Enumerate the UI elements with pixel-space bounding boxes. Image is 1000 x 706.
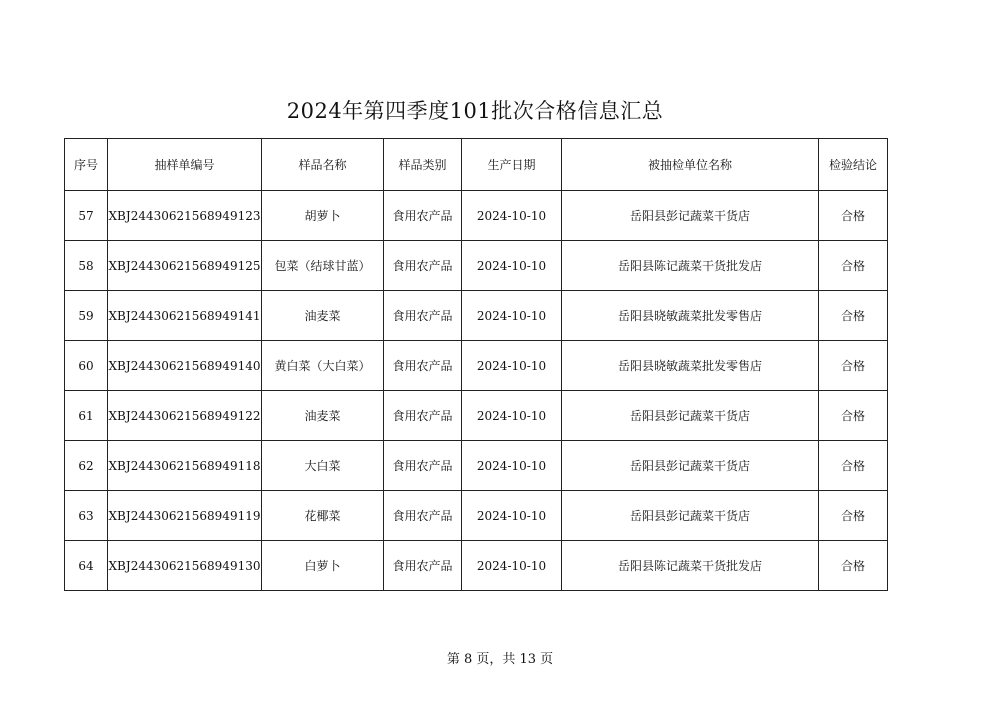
cell-conclusion: 合格: [819, 391, 888, 441]
cell-sample-name: 黄白菜（大白菜）: [262, 341, 384, 391]
table-row: [65, 441, 888, 491]
cell-sample-id: XBJ24430621568949140: [108, 341, 262, 391]
table-header-row: [65, 139, 888, 191]
cell-production-date: 2024-10-10: [462, 291, 562, 341]
header-serial-no: 序号: [65, 139, 108, 191]
table-row: [65, 241, 888, 291]
header-sample-name: 样品名称: [262, 139, 384, 191]
cell-sample-category: 食用农产品: [384, 291, 462, 341]
cell-sample-name: 油麦菜: [262, 291, 384, 341]
table-row: [65, 541, 888, 591]
cell-serial-no: 57: [65, 191, 108, 241]
cell-sample-id: XBJ24430621568949122: [108, 391, 262, 441]
page-title: 2024年第四季度101批次合格信息汇总: [286, 99, 664, 123]
header-conclusion: 检验结论: [819, 139, 888, 191]
cell-sample-id: XBJ24430621568949123: [108, 191, 262, 241]
cell-conclusion: 合格: [819, 541, 888, 591]
table-row: [65, 341, 888, 391]
header-inspected-unit: 被抽检单位名称: [562, 139, 819, 191]
cell-sample-name: 花椰菜: [262, 491, 384, 541]
cell-sample-id: XBJ24430621568949130: [108, 541, 262, 591]
cell-sample-id: XBJ24430621568949125: [108, 241, 262, 291]
cell-sample-id: XBJ24430621568949141: [108, 291, 262, 341]
cell-production-date: 2024-10-10: [462, 191, 562, 241]
cell-production-date: 2024-10-10: [462, 441, 562, 491]
cell-sample-category: 食用农产品: [384, 191, 462, 241]
cell-serial-no: 60: [65, 341, 108, 391]
table-row: [65, 291, 888, 341]
cell-inspected-unit: 岳阳县晓敏蔬菜批发零售店: [562, 341, 819, 391]
cell-conclusion: 合格: [819, 291, 888, 341]
results-table: [64, 138, 888, 591]
cell-inspected-unit: 岳阳县彭记蔬菜干货店: [562, 191, 819, 241]
cell-sample-category: 食用农产品: [384, 491, 462, 541]
table-row: [65, 491, 888, 541]
header-sample-category: 样品类别: [384, 139, 462, 191]
cell-conclusion: 合格: [819, 491, 888, 541]
cell-inspected-unit: 岳阳县陈记蔬菜干货批发店: [562, 541, 819, 591]
cell-sample-id: XBJ24430621568949118: [108, 441, 262, 491]
table-row: [65, 391, 888, 441]
cell-inspected-unit: 岳阳县彭记蔬菜干货店: [562, 391, 819, 441]
cell-sample-category: 食用农产品: [384, 241, 462, 291]
cell-production-date: 2024-10-10: [462, 491, 562, 541]
cell-inspected-unit: 岳阳县彭记蔬菜干货店: [562, 441, 819, 491]
cell-sample-name: 白萝卜: [262, 541, 384, 591]
header-sample-id: 抽样单编号: [108, 139, 262, 191]
cell-serial-no: 62: [65, 441, 108, 491]
cell-sample-category: 食用农产品: [384, 341, 462, 391]
cell-inspected-unit: 岳阳县陈记蔬菜干货批发店: [562, 241, 819, 291]
cell-production-date: 2024-10-10: [462, 241, 562, 291]
cell-inspected-unit: 岳阳县彭记蔬菜干货店: [562, 491, 819, 541]
cell-serial-no: 59: [65, 291, 108, 341]
cell-sample-name: 油麦菜: [262, 391, 384, 441]
cell-serial-no: 64: [65, 541, 108, 591]
cell-sample-category: 食用农产品: [384, 391, 462, 441]
cell-sample-id: XBJ24430621568949119: [108, 491, 262, 541]
cell-conclusion: 合格: [819, 441, 888, 491]
cell-sample-category: 食用农产品: [384, 441, 462, 491]
cell-serial-no: 61: [65, 391, 108, 441]
page-number-footer: 第 8 页，共 13 页: [446, 652, 554, 667]
table-row: [65, 191, 888, 241]
cell-conclusion: 合格: [819, 341, 888, 391]
cell-sample-name: 大白菜: [262, 441, 384, 491]
cell-sample-name: 包菜（结球甘蓝）: [262, 241, 384, 291]
cell-production-date: 2024-10-10: [462, 541, 562, 591]
cell-conclusion: 合格: [819, 241, 888, 291]
cell-serial-no: 58: [65, 241, 108, 291]
cell-sample-category: 食用农产品: [384, 541, 462, 591]
cell-inspected-unit: 岳阳县晓敏蔬菜批发零售店: [562, 291, 819, 341]
cell-sample-name: 胡萝卜: [262, 191, 384, 241]
cell-conclusion: 合格: [819, 191, 888, 241]
cell-serial-no: 63: [65, 491, 108, 541]
header-production-date: 生产日期: [462, 139, 562, 191]
cell-production-date: 2024-10-10: [462, 341, 562, 391]
cell-production-date: 2024-10-10: [462, 391, 562, 441]
